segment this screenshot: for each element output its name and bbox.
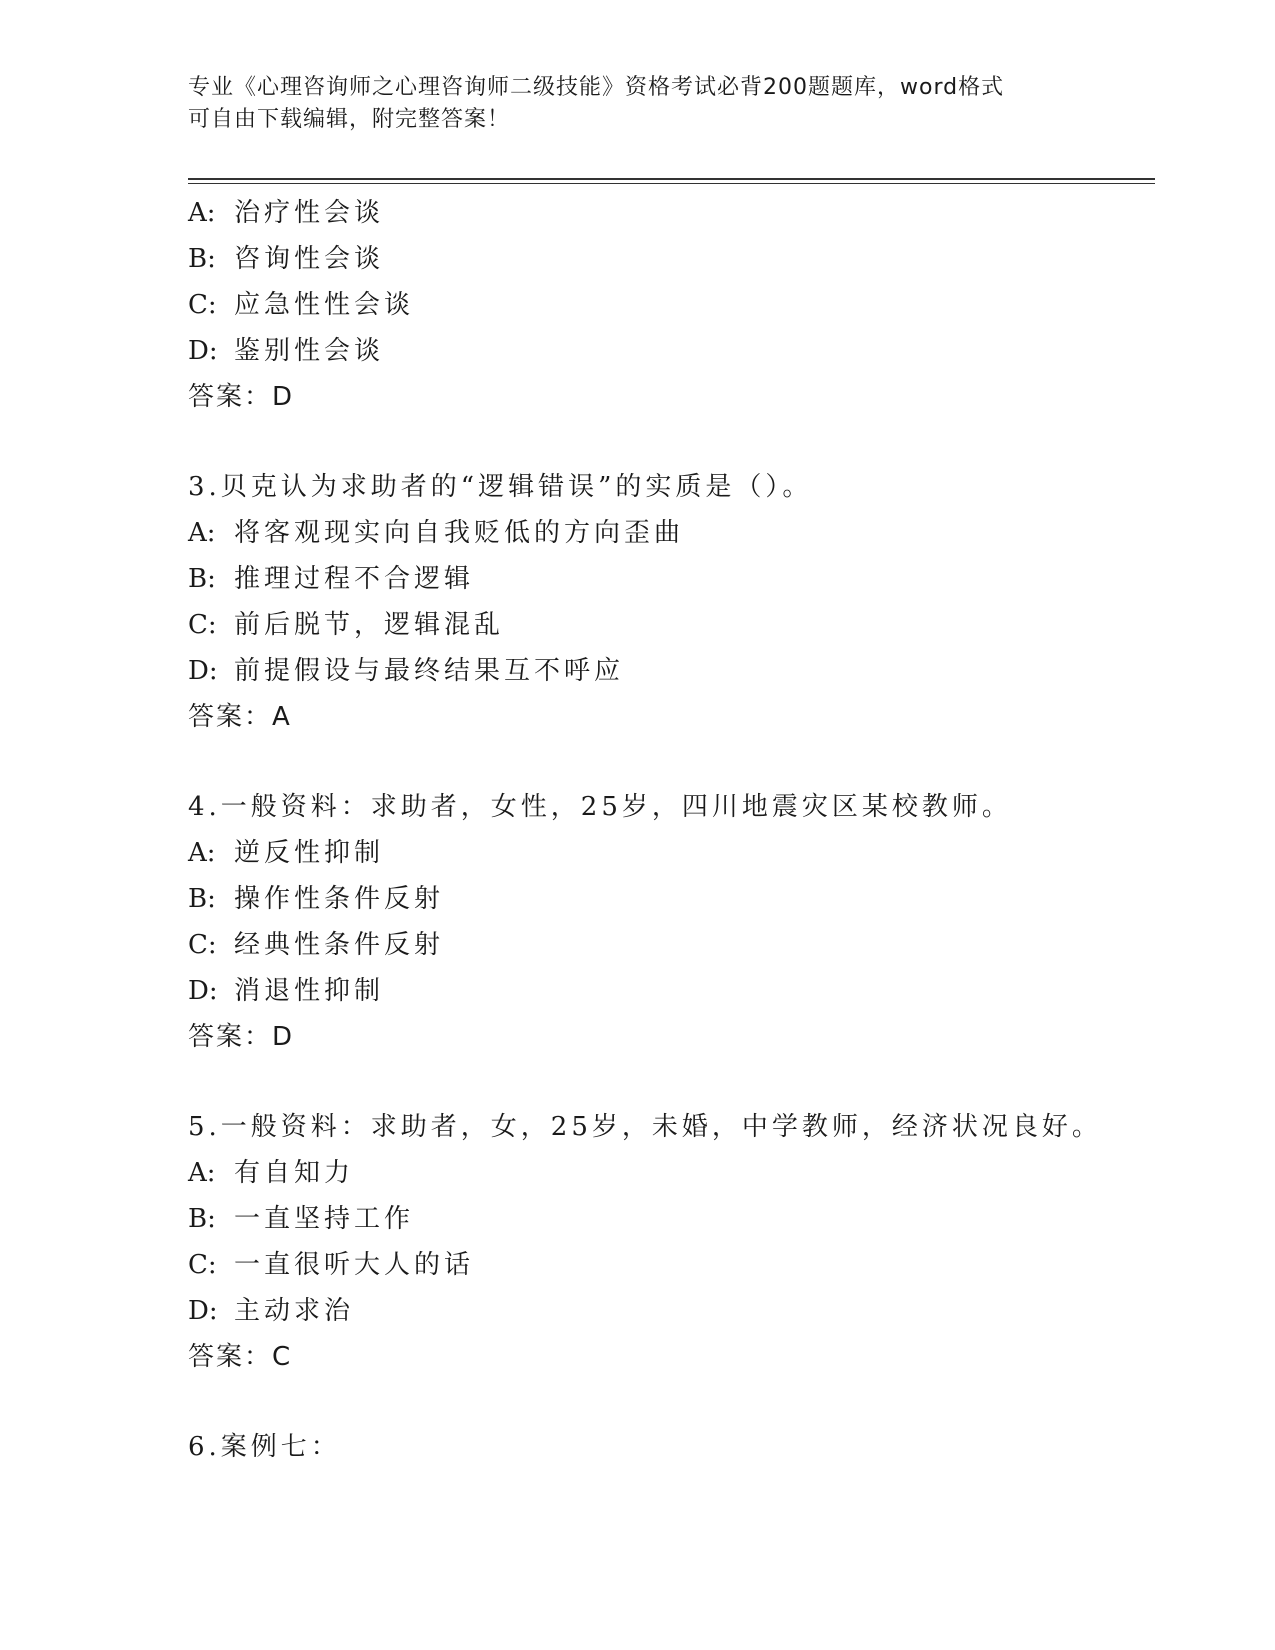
option-d: D: 主动求治 — [188, 1296, 355, 1326]
question-block-4 — [188, 784, 1148, 1060]
option-c: C: 一直很听大人的话 — [188, 1250, 475, 1280]
question-text: 4.一般资料：求助者，女性，25岁，四川地震灾区某校教师。 — [188, 792, 1012, 822]
option-b: B: 咨询性会谈 — [188, 244, 385, 274]
spacer — [188, 1060, 1148, 1104]
answer-line: 答案：D — [188, 382, 295, 412]
question-text: 5.一般资料：求助者，女，25岁，未婚，中学教师，经济状况良好。 — [188, 1112, 1102, 1142]
question-block-3 — [188, 464, 1148, 740]
question-text: 3.贝克认为求助者的“逻辑错误”的实质是（）。 — [188, 472, 813, 502]
answer-line: 答案：A — [188, 702, 292, 732]
header-line-1: 专业《心理咨询师之心理咨询师二级技能》资格考试必背200题题库，word格式 — [188, 75, 1005, 100]
option-c: C: 经典性条件反射 — [188, 930, 445, 960]
option-d: D: 鉴别性会谈 — [188, 336, 385, 366]
header-divider-thick — [188, 178, 1155, 180]
spacer — [188, 740, 1148, 784]
option-a: A: 有自知力 — [188, 1158, 355, 1188]
option-c: C: 应急性性会谈 — [188, 290, 415, 320]
question-block-5 — [188, 1104, 1148, 1380]
option-c: C: 前后脱节，逻辑混乱 — [188, 610, 505, 640]
header-divider-thin — [188, 183, 1155, 184]
answer-line: 答案：C — [188, 1342, 293, 1372]
option-a: A: 治疗性会谈 — [188, 198, 385, 228]
question-block-6 — [188, 1424, 1148, 1470]
option-b: B: 一直坚持工作 — [188, 1204, 415, 1234]
header-line-2: 可自由下载编辑，附完整答案！ — [188, 107, 511, 132]
option-a: A: 逆反性抑制 — [188, 838, 385, 868]
option-a: A: 将客观现实向自我贬低的方向歪曲 — [188, 518, 685, 548]
spacer — [188, 420, 1148, 464]
option-d: D: 前提假设与最终结果互不呼应 — [188, 656, 625, 686]
answer-line: 答案：D — [188, 1022, 295, 1052]
question-text: 6.案例七： — [188, 1432, 341, 1462]
option-b: B: 推理过程不合逻辑 — [188, 564, 475, 594]
question-block-2 — [188, 190, 1148, 420]
document-body — [188, 190, 1148, 1470]
document-header — [188, 72, 1088, 136]
spacer — [188, 1380, 1148, 1424]
option-d: D: 消退性抑制 — [188, 976, 385, 1006]
option-b: B: 操作性条件反射 — [188, 884, 445, 914]
